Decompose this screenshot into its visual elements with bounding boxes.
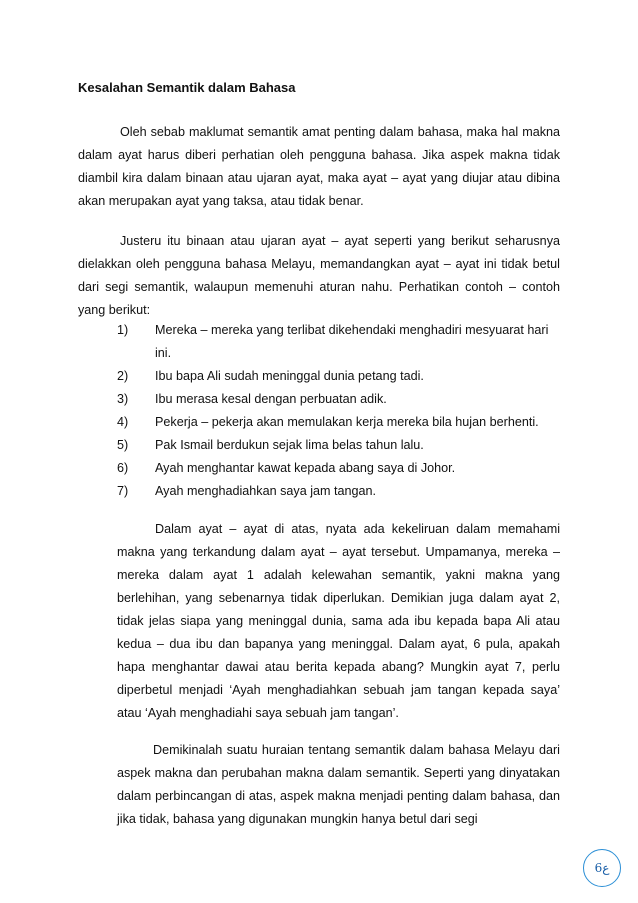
list-item xyxy=(117,480,561,503)
list-item-number: 1) xyxy=(117,323,129,337)
list-item xyxy=(117,388,561,411)
list-item-number: 6) xyxy=(117,461,129,475)
list-item xyxy=(117,434,561,457)
list-item xyxy=(117,411,561,434)
list-item xyxy=(117,457,561,480)
list-item-text: Ayah menghantar kawat kepada abang saya di Johor. xyxy=(155,461,456,475)
paragraph-analysis: Dalam ayat – ayat di atas, nyata ada kekeliruan dalam memahami makna yang terkandung dalam ayat – ayat tersebut. Umpamanya, mereka – mereka dalam ayat 1 adalah kelewahan semantik, yakni makna yang berlehihan, yang sebenarnya tidak diperlukan. Demikian juga dalam ayat 2, tidak jelas siapa yang meninggal dunia, sama ada ibu kepada bapa Ali atau kedua – dua ibu dan bapanya yang meninggal. Dalam ayat, 6 pula, apakah hapa menghantar dawai atau berita kepada abang? Mungkin ayat 7, perlu diperbetul menjadi ‘Ayah menghadiahkan sebuah jam tangan kepada saya’ atau ‘Ayah menghadiahi saya sebuah jam tangan’. xyxy=(117,522,560,720)
list-item-text: Ibu bapa Ali sudah meninggal dunia petang tadi. xyxy=(155,369,424,383)
paragraph-conclusion: Demikinalah suatu huraian tentang semantik dalam bahasa Melayu dari aspek makna dan perubahan makna dalam semantik. Seperti yang dinyatakan dalam perbincangan di atas, aspek makna menjadi penting dalam bahasa, dan jika tidak, bahasa yang digunakan mungkin hanya betul dari segi xyxy=(117,743,560,826)
list-item-text: Mereka – mereka yang terlibat dikehendaki menghadiri mesyuarat hari ini. xyxy=(155,323,549,360)
list-item-text: Ayah menghadiahkan saya jam tangan. xyxy=(155,484,377,498)
list-item-number: 3) xyxy=(117,392,129,406)
list-item xyxy=(117,365,561,388)
page-number: 6ع xyxy=(594,861,610,875)
list-item-text: Ibu merasa kesal dengan perbuatan adik. xyxy=(155,392,387,406)
list-item-number: 2) xyxy=(117,369,129,383)
list-item-text: Pak Ismail berdukun sejak lima belas tahun lalu. xyxy=(155,438,424,452)
list-item-number: 4) xyxy=(117,415,129,429)
paragraph-examples-intro: Justeru itu binaan atau ujaran ayat – ayat seperti yang berikut seharusnya dielakkan oleh pengguna bahasa Melayu, memandangkan ayat – ayat ini tidak betul dari segi semantik, walaupun memenuhi aturan nahu. Perhatikan contoh – contoh yang berikut: xyxy=(78,234,560,317)
example-list xyxy=(117,319,561,503)
page-number-badge xyxy=(583,849,621,887)
list-item xyxy=(117,319,561,365)
paragraph-intro: Oleh sebab maklumat semantik amat penting dalam bahasa, maka hal makna dalam ayat harus diberi perhatian oleh pengguna bahasa. Jika aspek makna tidak diambil kira dalam binaan atau ujaran ayat, maka ayat – ayat yang diujar atau dibina akan merupakan ayat yang taksa, atau tidak benar. xyxy=(78,125,560,208)
list-item-number: 5) xyxy=(117,438,129,452)
list-item-number: 7) xyxy=(117,484,129,498)
list-item-text: Pekerja – pekerja akan memulakan kerja mereka bila hujan berhenti. xyxy=(155,415,539,429)
section-heading: Kesalahan Semantik dalam Bahasa xyxy=(78,80,296,95)
